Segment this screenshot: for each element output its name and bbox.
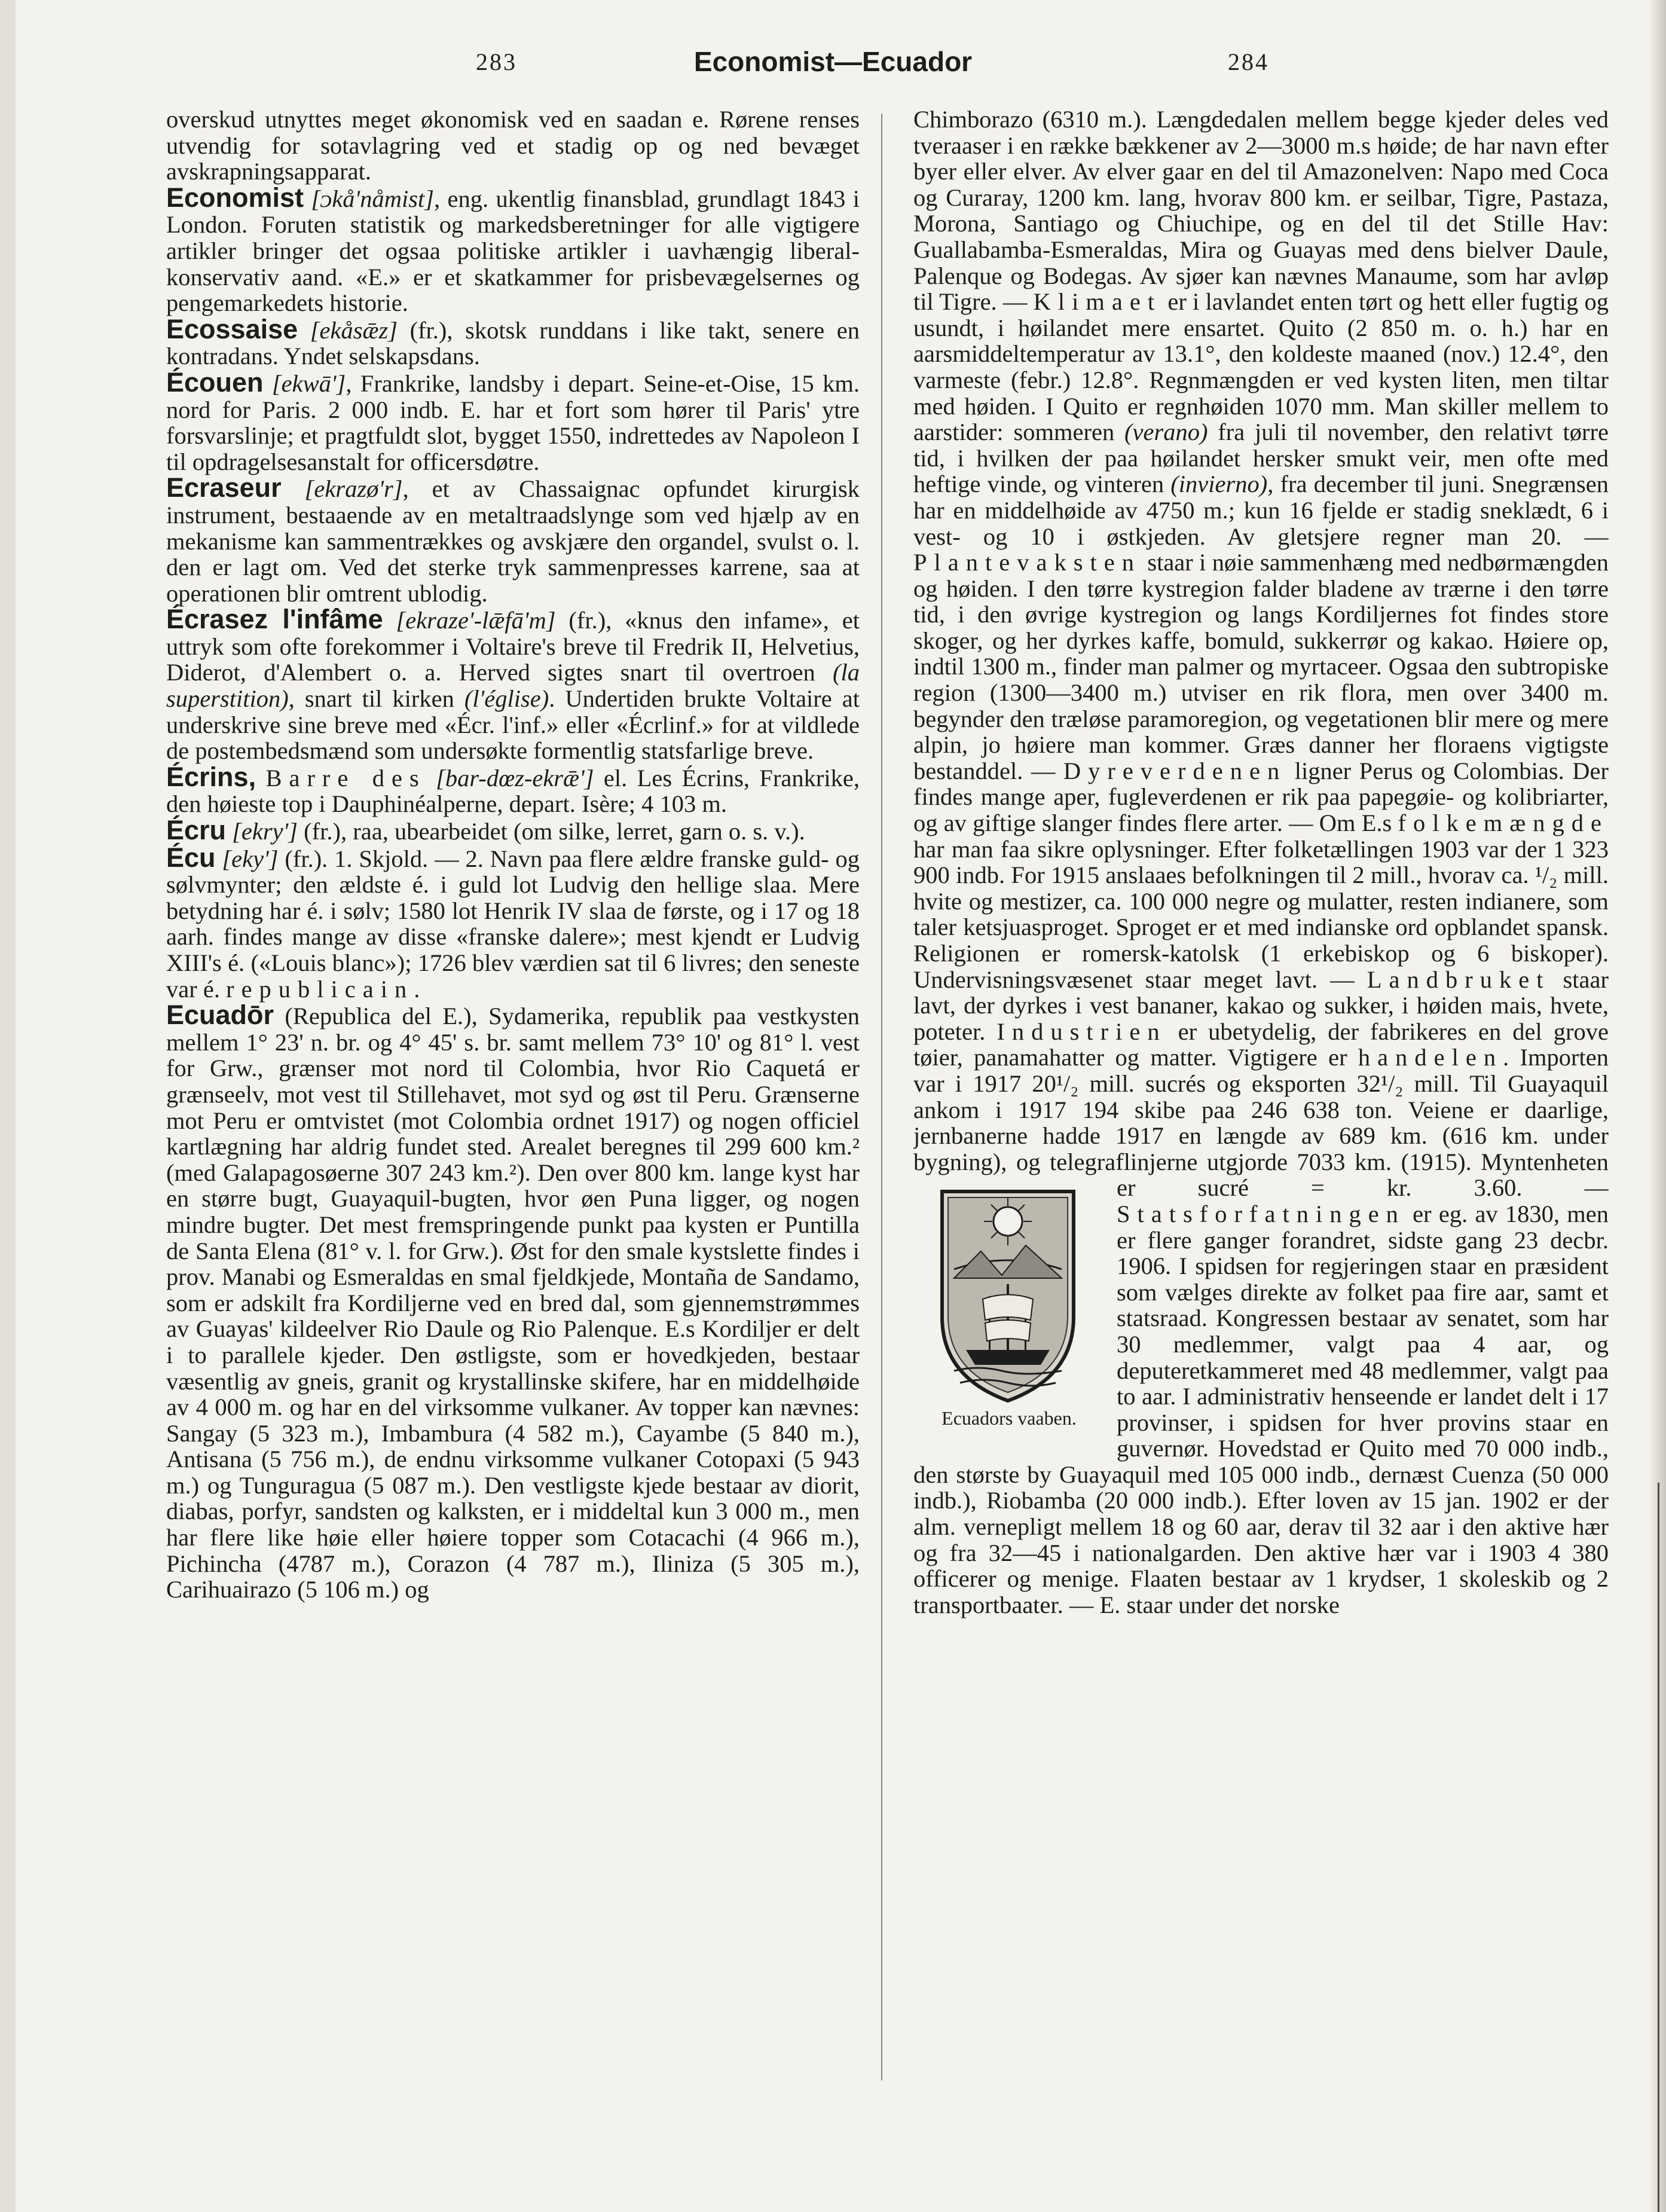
entry-text: el. Les Écrins, Frankrike, den høieste top i Dauphinéalperne, depart. Isère; 4 103 m. <box>166 764 860 818</box>
entry-text: Chimborazo (6310 m.). Længdedalen mellem begge kjeder deles ved tveraaser i en række bækkener av 2—3000 m.s høide; de har navn efter byer eller elver. Av elver gaar en del til Amazonelven: Napo med Coca og Curaray, 1200 km. lang, hvorav 800 km. er seilbar, Tigre, Pastaza, Morona, Santiago og Chiuchipe, og en del til det Stille Hav: Guallabamba-Esmeraldas, Mira og Guayas med dens bielver Daule, Palenque og Bodegas. Av sjøer kan nævnes Manaume, som har avløp til Tigre. — <box>913 106 1609 316</box>
headword: Écrins, <box>166 761 256 792</box>
pronunciation: [ekwā'] <box>271 369 346 397</box>
entry-text: fra juli til november, den relativt tørre tid, i hvilken der paa høilandet hersker smukt veir, men ofte med heftige vinde, og vinteren <box>913 418 1609 498</box>
entry-ecossaise <box>166 313 860 370</box>
figure-caption: Ecuadors vaaben. <box>941 1407 1077 1429</box>
headword: Écrasez l'infâme <box>166 604 383 635</box>
entry-text: , snart til kirken <box>288 685 464 713</box>
entry-text: , Frankrike, landsby i depart. Seine-et-Oise, 15 km. nord for Paris. 2 000 indb. E. har et fort som hører til Paris' ytre forsvarslinje; et pragtfuldt slot, bygget 1550, indrettedes av Napoleon I til opdragelsesanstalt for officersdøtre. <box>166 369 860 475</box>
italic-term: (l'église) <box>464 685 549 713</box>
page-edge-left <box>0 0 16 2212</box>
entry-ecouen <box>166 366 860 475</box>
italic-term: (verano) <box>1124 418 1208 446</box>
entry-text: . Importen var i 1917 20¹/₂ mill. sucrés og eksporten 32¹/₂ mill. Til Guayaquil ankom i 1917 194 skibe paa 246 638 ton. Veiene er daarlige, jernbanerne hadde 1917 en længde av 689 km. (616 km. under bygning), og telegraflinjerne utgjorde 7033 km. (1915). Myntenheten er sucré = kr. 3.60. — <box>913 1044 1609 1202</box>
headword: Écru <box>166 815 227 846</box>
entry-text: er i lavlandet enten tørt og hett eller fugtig og usundt, i høilandet mere ensartet. Quito (2 850 m. o. h.) har en aarsmiddeltemperatur av 13.1°, den koldeste maaned (nov.) 12.4°, den varmeste (febr.) 12.8°. Regnmængden er ved kysten liten, men tiltar med høiden. I Quito er regnhøiden 1070 mm. Man skiller mellem to aarstider: sommeren <box>913 288 1609 446</box>
pronunciation: [ekraze'-lǣfā'm] <box>396 607 556 634</box>
coat-of-arms-figure <box>913 1180 1105 1429</box>
pronunciation: [eky'] <box>222 845 279 872</box>
entry-economist <box>166 182 860 317</box>
headword: Écu <box>166 842 216 873</box>
page-number-right: 284 <box>1228 48 1269 75</box>
entry-text: (fr.), raa, ubearbeidet (om silke, lerret, garn o. s. v.). <box>298 818 805 845</box>
italic-term: (la superstition) <box>166 659 860 713</box>
entry-text: . Undertiden brukte Voltaire at underskrive sine breve med «Écr. l'inf.» eller «Écrlinf.» for at vildlede de postembedsmænd som undersøkte formentlig statsfarlige breve. <box>166 685 860 765</box>
spaced-term: Industrien <box>996 1018 1167 1045</box>
entry-text: staar lavt, der dyrkes i vest bananer, kakao og sukker, i høiden mais, hvete, poteter. <box>913 966 1609 1045</box>
page-header <box>0 48 1666 84</box>
spaced-term: folkemængde <box>1398 809 1609 837</box>
spaced-term: Dyreverdenen <box>1063 757 1287 784</box>
column-divider <box>881 114 882 2080</box>
entry-ecuador <box>166 1002 860 1603</box>
spine-line <box>1658 1483 1659 2212</box>
pronunciation: [ekrazø'r] <box>304 475 403 503</box>
pronunciation: [ᴐkå'nåmist] <box>311 185 434 212</box>
spaced-term: Landbruket <box>1367 966 1551 993</box>
entry-text: (fr.), «knus den infame», et uttryk som ofte forekommer i Voltaire's breve til Fredrik II, Helvetius, Diderot, d'Alembert o. a. Herved sigtes snart til overtroen <box>166 607 860 686</box>
spaced-term: Klimaet <box>1033 288 1162 316</box>
pronunciation: [ekry'] <box>232 818 298 845</box>
entry-ecu <box>166 842 860 1003</box>
entry-text: (fr.), skotsk runddans i like takt, senere en kontradans. Yndet selskapsdans. <box>166 316 860 370</box>
entry-text: ligner Perus og Colombias. Der findes mange aper, fugleverdenen er rik paa papegøie- og kolibriarter, og av giftige slanger findes flere arter. — Om E.s <box>913 757 1609 837</box>
entry-ecrasez <box>166 606 860 764</box>
entry-text: . <box>414 975 420 1003</box>
headword: Écouen <box>166 366 264 398</box>
headword: Economist <box>166 182 304 213</box>
entry-text: , eng. ukentlig finansblad, grundlagt 1843 i London. Foruten statistik og markedsberetninger for alle vigtigere artikler bringer det ogsaa politiske artikler i uavhængig liberal-konservativ aand. «E.» er et skatkammer for prisbevægelsernes og pengemarkedets historie. <box>166 185 860 317</box>
right-column <box>913 106 1609 2139</box>
headword: Ecossaise <box>166 313 298 344</box>
italic-term: (invierno) <box>1170 470 1268 498</box>
spaced-term: handelen <box>1358 1044 1503 1071</box>
entry-text: , fra december til juni. Snegrænsen har en middelhøide av 4750 m.; kun 16 fjelde er stadig sneklædt, 6 i vest- og 10 i østkjeden. Av gletsjere regner man 20. — <box>913 470 1609 550</box>
spaced-term: Statsforfatningen <box>1117 1200 1405 1227</box>
entry-ecuador-continued <box>913 106 1609 1618</box>
pronunciation: [ekåsǣz] <box>310 316 398 344</box>
headword: Ecraseur <box>166 472 282 503</box>
spaced-term: Barre des <box>265 764 426 792</box>
entry-text: er eg. av 1830, men er flere ganger forandret, sidste gang 23 decbr. 1906. I spidsen for regjeringen staar en præsident som vælges direkte av folket paa fire aar, samt et statsraad. Kongressen bestaar av senatet, som har 30 medlemmer, valgt paa 4 aar, og deputeretkammeret med 48 medlemmer, valgt paa to aar. I administrativ henseende er landet delt i 17 provinser, i spidsen for hver provins staar en guvernør. Hovedstad er Quito med 70 000 indb., den største by Guayaquil med 105 000 indb., dernæst Cuenza (50 000 indb.), Riobamba (20 000 indb.). Efter loven av 15 jan. 1902 er der alm. vernepligt mellem 18 og 60 aar, derav til 32 aar i den aktive hær og fra 32—45 i nationalgarden. Den aktive hær var i 1903 4 380 officerer og menige. Flaaten bestaar av 1 krydser, 1 skoleskib og 2 transportbaater. — E. staar under det norske <box>913 1200 1609 1618</box>
spaced-term: republicain <box>226 975 414 1003</box>
spaced-term: Plantevaksten <box>913 549 1141 576</box>
entry-text: (fr.). 1. Skjold. — 2. Navn paa flere ældre franske guld- og sølvmynter; den ældste é. i guld lot Ludvig den hellige slaa. Mere betydning har é. i sølv; 1580 lot Henrik IV slaa de første, og i 17 og 18 aarh. findes mange av disse «franske dalere»; mest kjendt er Ludvig XIII's é. («Louis blanc»); 1726 blev værdien sat til 6 livres; den seneste var é. <box>166 845 860 1003</box>
entry-text: er ubetydelig, der fabrikeres en del grove tøier, panamahatter og matter. Vigtigere er <box>913 1018 1609 1071</box>
left-column <box>166 106 860 2139</box>
entry-ecrins <box>166 761 860 818</box>
page-number-left: 283 <box>476 48 517 75</box>
entry-text: , et av Chassaignac opfundet kirurgisk instrument, bestaaende av en metaltraadslynge som ved hjælp av en mekanisme kan sammentrækkes og avskjære den organdel, svulst o. l. den er lagt om. Ved det sterke tryk sammenpresses karrene, saa at operationen blir omtrent ublodig. <box>166 475 860 607</box>
entry-continuation: overskud utnyttes meget økonomisk ved en saadan e. Rørene renses utvendig for sotavlagring ved et stadig op og ned bevæget avskrapningsapparat. <box>166 106 860 185</box>
entry-text: (Republica del E.), Sydamerika, republik paa vestkysten mellem 1° 23' n. br. og 4° 45' s. br. samt mellem 73° 10' og 81° l. vest for Grw., grænser mot nord til Colombia, hvor Rio Caquetá er grænseelv, mot vest til Stillehavet, mot syd og øst til Peru. Grænserne mot Peru er omtvistet (mot Colombia ordnet 1917) og nogen officiel kartlægning har aldrig fundet sted. Arealet beregnes til 299 600 km.² (med Galapagosøerne 307 243 km.²). Den over 800 km. lange kyst har en større bugt, Guayaquil-bugten, hvor øen Puna ligger, og nogen mindre bugter. Det mest fremspringende punkt paa kysten er Puntilla de Santa Elena (81° v. l. for Grw.). Øst for den smale kystslette findes i prov. Manabi og Esmeraldas en smal fjeldkjede, Montaña de Sandamo, som er adskilt fra Kordiljerne ved en bred dal, som gjennemstrømmes av Guayas' kildeelver Rio Daule og Rio Palenque. E.s Kordiljer er delt i to parallele kjeder. Den østligste, som er hovedkjeden, bestaar væsentlig av gneis, granit og krystallinske skifere, har en middelhøide av 4 000 m. og har en del virksomme vulkaner. Av topper kan nævnes: Sangay (5 323 m.), Imbambura (4 582 m.), Cayambe (5 840 m.), Antisana (5 756 m.), de endnu virksomme vulkaner Cotopaxi (5 943 m.) og Tunguragua (5 087 m.). Den vestligste kjede bestaar av diorit, diabas, porfyr, sandsten og kalksten, er i middeltal kun 3 000 m., men har flere like høie eller høiere topper som Cotacachi (4 966 m.), Pichincha (4787 m.), Corazon (4 787 m.), Iliniza (5 305 m.), Carihuairazo (5 106 m.) og <box>166 1003 860 1603</box>
pronunciation: [bar-dœz-ekrǣ'] <box>436 764 594 792</box>
entry-text: staar i nøie sammenhæng med nedbørmængden og høiden. I den tørre kystregion falder bladene av trærne i den tørre tid, i den øvrige kystregion og langs Kordiljernes fot findes store skoger, og her dyrkes kaffe, bomuld, sukkerrør og kakao. Høiere op, indtil 1300 m., finder man palmer og myrtaceer. Ogsaa den subtropiske region (1300—3400 m.) utviser en rik flora, men over 3400 m. begynder den træløse paramoregion, og vegetationen blir mere og mere alpin, jo høiere man kommer. Græs danner her floraens vigtigste bestanddel. — <box>913 549 1609 784</box>
ecuador-coat-of-arms-icon <box>930 1180 1086 1407</box>
entry-ecraseur <box>166 472 860 607</box>
headword: Ecuadōr <box>166 1000 274 1031</box>
entry-text: har man faa sikre oplysninger. Efter folketællingen 1903 var der 1 323 900 indb. For 1915 anslaaes befolkningen til 2 mill., hvorav ca. ¹/₂ mill. hvite og mestizer, ca. 100 000 negre og mulatter, resten indianere, som taler ketsjuasproget. Sproget er et med indianske ord opblandet spansk. Religionen er romersk-katolsk (1 erkebiskop og 6 biskoper). Undervisningsvæsenet staar meget lavt. — <box>913 835 1609 993</box>
running-title: Economist—Ecuador <box>693 46 973 77</box>
entry-ecru <box>166 817 860 845</box>
